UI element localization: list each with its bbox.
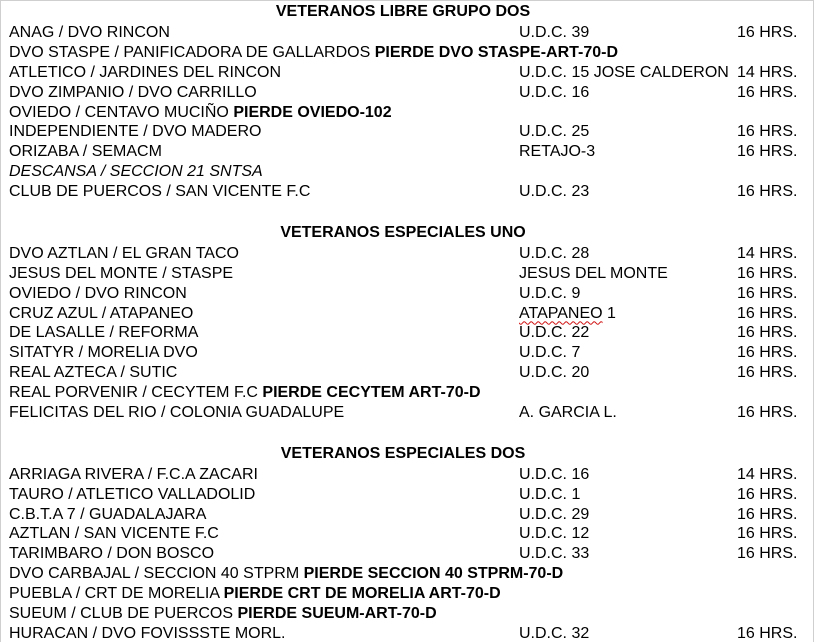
match-venue: JESUS DEL MONTE (519, 264, 668, 282)
match-row (1, 43, 813, 63)
match-time: 16 HRS. (737, 525, 798, 543)
teams-text: SITATYR / MORELIA DVO (9, 344, 198, 362)
section-title: VETERANOS ESPECIALES UNO (280, 223, 526, 241)
match-teams (9, 142, 162, 162)
match-time: 16 HRS. (737, 183, 798, 201)
match-row (1, 363, 813, 383)
teams-text: C.B.T.A 7 / GUADALAJARA (9, 505, 207, 523)
section-spacer (1, 423, 813, 443)
teams-text: DVO AZTLAN / EL GRAN TACO (9, 244, 239, 262)
match-row (1, 304, 813, 324)
match-teams (9, 122, 261, 142)
match-row (1, 162, 813, 182)
match-teams (9, 505, 206, 525)
match-venue: A. GARCIA L. (519, 404, 617, 422)
schedule-section (1, 222, 813, 443)
venue-word-flagged: ATAPANEO (519, 304, 603, 322)
teams-text: DVO ZIMPANIO / DVO CARRILLO (9, 83, 257, 101)
match-venue: U.D.C. 23 (519, 183, 590, 201)
teams-text: TARIMBARO / DON BOSCO (9, 545, 215, 563)
match-venue: U.D.C. 39 (519, 24, 590, 41)
match-venue: U.D.C. 7 (519, 344, 581, 362)
match-row (1, 323, 813, 343)
match-teams (9, 584, 501, 604)
match-time: 16 HRS. (737, 304, 798, 322)
match-row (1, 83, 813, 103)
match-teams (9, 63, 281, 83)
forfeit-note: PIERDE CECYTEM ART-70-D (262, 384, 481, 402)
match-teams (9, 264, 233, 284)
match-teams (9, 103, 392, 123)
match-row (1, 485, 813, 505)
match-venue: U.D.C. 9 (519, 284, 581, 302)
match-venue: U.D.C. 25 (519, 123, 590, 141)
match-row (1, 505, 813, 525)
match-row (1, 604, 813, 624)
match-row (1, 142, 813, 162)
match-venue: ATAPANEO 1 (519, 304, 616, 322)
teams-text: OVIEDO / CENTAVO MUCIÑO (9, 103, 229, 121)
forfeit-note: PIERDE SECCION 40 STPRM-70-D (303, 565, 564, 583)
match-teams (9, 284, 187, 304)
forfeit-note: PIERDE CRT DE MORELIA ART-70-D (223, 585, 501, 603)
match-row (1, 244, 813, 264)
match-venue: RETAJO-3 (519, 143, 596, 161)
match-teams (9, 624, 285, 644)
match-row (1, 284, 813, 304)
match-teams (9, 244, 239, 264)
match-time: 16 HRS. (737, 404, 798, 422)
forfeit-note: PIERDE DVO STASPE-ART-70-D (374, 43, 619, 61)
teams-text: ARRIAGA RIVERA / F.C.A ZACARI (9, 465, 258, 483)
match-time: 16 HRS. (737, 284, 798, 302)
section-title: VETERANOS ESPECIALES DOS (280, 444, 526, 462)
match-teams (9, 23, 170, 43)
match-row (1, 584, 813, 604)
match-venue: U.D.C. 12 (519, 525, 590, 543)
match-row (1, 182, 813, 202)
match-row (1, 383, 813, 403)
match-teams (9, 403, 344, 423)
match-time: 14 HRS. (737, 63, 798, 81)
match-row (1, 403, 813, 423)
teams-text: DE LASALLE / REFORMA (9, 324, 199, 342)
match-row (1, 564, 813, 584)
match-venue: U.D.C. 20 (519, 364, 590, 382)
match-teams (9, 564, 563, 584)
match-teams (9, 363, 177, 383)
teams-text: ORIZABA / SEMACM (9, 143, 162, 161)
match-time: 16 HRS. (737, 624, 798, 642)
teams-text: OVIEDO / DVO RINCON (9, 284, 187, 302)
match-row (1, 63, 813, 83)
teams-text: AZTLAN / SAN VICENTE F.C (9, 525, 219, 543)
teams-text: TAURO / ATLETICO VALLADOLID (9, 485, 256, 503)
teams-text: CLUB DE PUERCOS / SAN VICENTE F.C (9, 183, 311, 201)
match-row (1, 624, 813, 644)
match-venue: U.D.C. 16 (519, 465, 590, 483)
match-row (1, 465, 813, 485)
match-venue: U.D.C. 32 (519, 624, 590, 642)
match-venue: U.D.C. 29 (519, 505, 590, 523)
forfeit-note: PIERDE SUEUM-ART-70-D (237, 605, 437, 623)
match-teams (9, 544, 214, 564)
match-time: 16 HRS. (737, 24, 798, 41)
schedule-section (1, 1, 813, 222)
match-time: 16 HRS. (737, 324, 798, 342)
match-row (1, 343, 813, 363)
match-row (1, 122, 813, 142)
match-row (1, 264, 813, 284)
teams-text: HURACAN / DVO FOVISSSTE MORL. (9, 624, 286, 642)
match-time: 16 HRS. (737, 364, 798, 382)
match-teams (9, 465, 258, 485)
teams-text: JESUS DEL MONTE / STASPE (9, 264, 234, 282)
match-time: 16 HRS. (737, 545, 798, 563)
match-venue: U.D.C. 16 (519, 83, 590, 101)
teams-text: DVO CARBAJAL / SECCION 40 STPRM (9, 565, 300, 583)
match-venue: U.D.C. 15 JOSE CALDERON (519, 63, 729, 81)
teams-text: REAL AZTECA / SUTIC (9, 364, 178, 382)
match-teams (9, 524, 219, 544)
match-venue: U.D.C. 1 (519, 485, 581, 503)
match-time: 14 HRS. (737, 465, 798, 483)
match-time: 16 HRS. (737, 264, 798, 282)
match-venue: U.D.C. 22 (519, 324, 590, 342)
match-time: 16 HRS. (737, 505, 798, 523)
teams-text: FELICITAS DEL RIO / COLONIA GUADALUPE (9, 404, 345, 422)
match-time: 16 HRS. (737, 83, 798, 101)
match-teams (9, 182, 310, 202)
match-teams (9, 604, 437, 624)
teams-text: REAL PORVENIR / CECYTEM F.C (9, 384, 258, 402)
forfeit-note: PIERDE OVIEDO-102 (233, 103, 392, 121)
teams-text: ANAG / DVO RINCON (9, 24, 170, 41)
teams-text: ATLETICO / JARDINES DEL RINCON (9, 63, 282, 81)
match-teams (9, 162, 263, 182)
section-title: VETERANOS LIBRE GRUPO DOS (275, 3, 531, 20)
match-time: 16 HRS. (737, 143, 798, 161)
match-venue: U.D.C. 28 (519, 244, 590, 262)
teams-text: SUEUM / CLUB DE PUERCOS (9, 605, 234, 623)
match-teams (9, 383, 481, 403)
match-row (1, 524, 813, 544)
teams-text: DVO STASPE / PANIFICADORA DE GALLARDOS (9, 43, 371, 61)
match-teams (9, 485, 255, 505)
match-teams (9, 343, 198, 363)
match-time: 16 HRS. (737, 123, 798, 141)
match-time: 14 HRS. (737, 244, 798, 262)
section-spacer (1, 202, 813, 222)
match-row (1, 544, 813, 564)
match-venue: U.D.C. 33 (519, 545, 590, 563)
match-teams (9, 304, 193, 324)
match-teams (9, 83, 257, 103)
match-teams (9, 323, 198, 343)
teams-text: INDEPENDIENTE / DVO MADERO (9, 123, 262, 141)
match-time: 16 HRS. (737, 344, 798, 362)
match-teams (9, 43, 618, 63)
match-row (1, 103, 813, 123)
teams-text: CRUZ AZUL / ATAPANEO (9, 304, 194, 322)
teams-text: PUEBLA / CRT DE MORELIA (9, 585, 220, 603)
schedule-section (1, 443, 813, 644)
teams-text: DESCANSA / SECCION 21 SNTSA (9, 163, 263, 181)
match-time: 16 HRS. (737, 485, 798, 503)
match-row (1, 23, 813, 43)
